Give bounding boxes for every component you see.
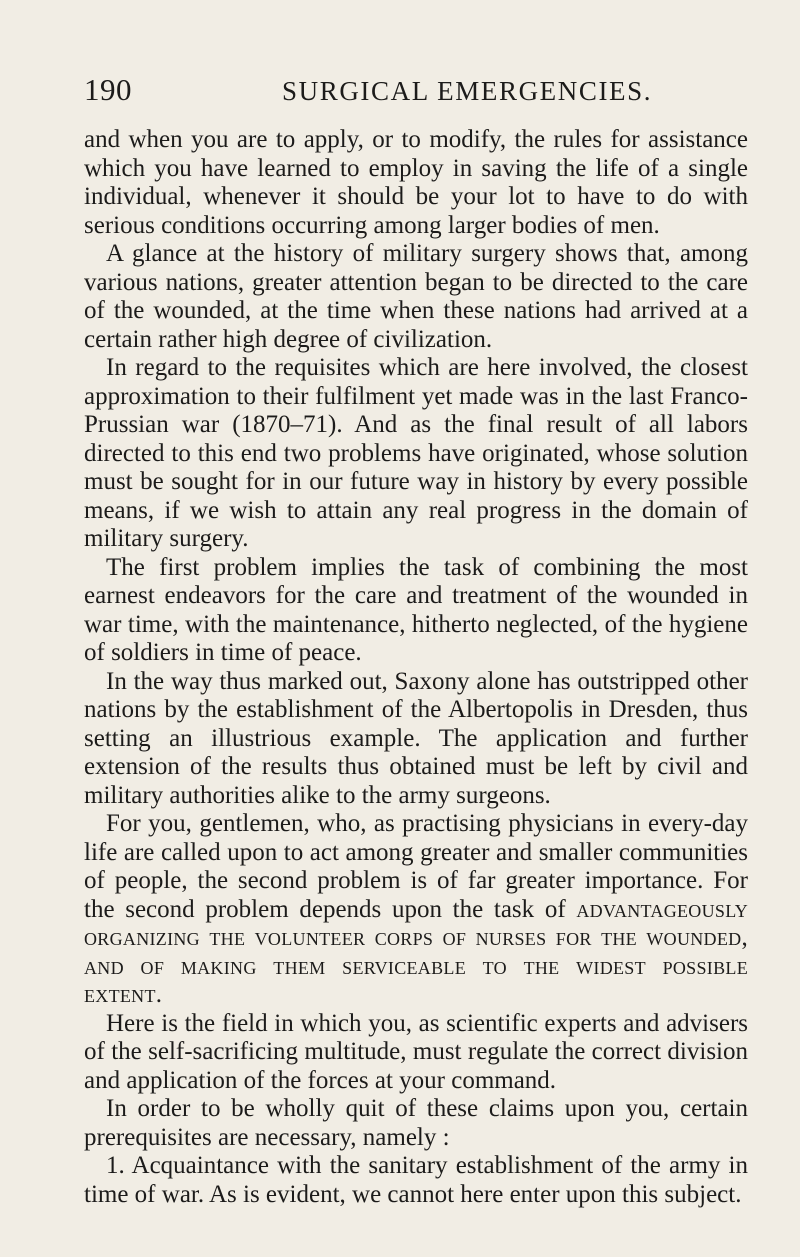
page-number: 190: [84, 72, 132, 107]
paragraph-8: In order to be wholly quit of these claims upon you, certain prerequisites are necessary, namely :: [84, 1095, 748, 1151]
running-head: [84, 68, 748, 112]
paragraph-6-text: For you, gentlemen, who, as practising physicians in every-day life are called upon to act among greater and smaller communities of people, the second problem is of far greater importance. For the second problem depends upon the task of: [84, 810, 748, 923]
paragraph-9: 1. Acquaintance with the sanitary establishment of the army in time of war. As is evident, we cannot here enter upon this subject.: [84, 1152, 748, 1208]
paragraph-5: In the way thus marked out, Saxony alone has outstripped other nations by the establishment of the Albertopolis in Dresden, thus setting an illustrious example. The application and further extension of the results thus obtained must be left by civil and military authorities alike to the army surgeons.: [84, 667, 748, 809]
paragraph-2: A glance at the history of military surgery shows that, among various nations, greater attention began to be directed to the care of the wounded, at the time when these nations had arrived at a certain rather high degree of civilization.: [84, 240, 748, 353]
paragraph-3: In regard to the requisites which are here involved, the closest approximation to their fulfilment yet made was in the last Franco-Prussian war (1870–71). And as the final result of all labors directed to this end two problems have originated, whose solution must be sought for in our future way in history by every possible means, if we wish to attain any real progress in the domain of military surgery.: [84, 354, 748, 552]
running-title: SURGICAL EMERGENCIES.: [282, 76, 653, 106]
paragraph-6-emphasis: advantageously organizing the volunteer corps of nurses for the wounded, and of making them serviceable to the widest possible extent.: [84, 895, 748, 1008]
paragraph-4: The first problem implies the task of combining the most earnest endeavors for the care and treatment of the wounded in war time, with the maintenance, hitherto neglected, of the hygiene of soldiers in time of peace.: [84, 553, 748, 666]
body-text: [84, 126, 748, 1209]
paragraph-1: and when you are to apply, or to modify, the rules for assistance which you have learned to employ in saving the life of a single individual, whenever it should be your lot to have to do with serious conditions occurring among larger bodies of men.: [84, 126, 748, 239]
paragraph-7: Here is the field in which you, as scientific experts and advisers of the self-sacrificing multitude, must regulate the correct division and application of the forces at your command.: [84, 1009, 748, 1094]
paragraph-6: [84, 810, 748, 1010]
